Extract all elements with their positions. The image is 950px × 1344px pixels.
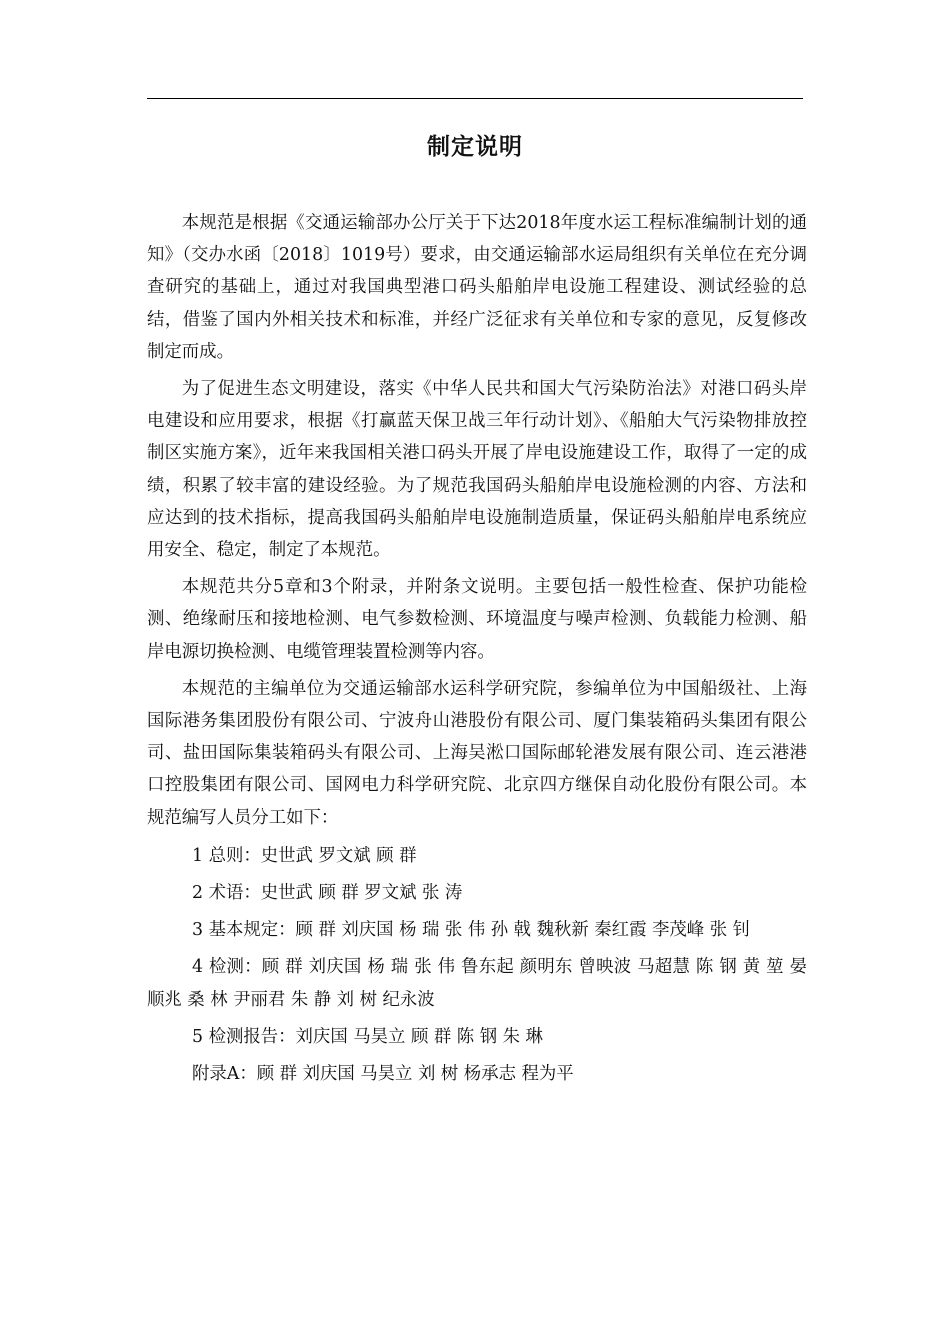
paragraph-editors: 本规范的主编单位为交通运输部水运科学研究院，参编单位为中国船级社、上海国际港务集团股份有限公司、宁波舟山港股份有限公司、厦门集装箱码头集团有限公司、盐田国际集装箱码头有限公司、上海吴淞口国际邮轮港发展有限公司、连云港港口控股集团有限公司、国网电力科学研究院、北京四方继保自动化股份有限公司。本规范编写人员分工如下：: [147, 678, 807, 828]
roster-item-terms: 2 术语：史世武 顾 群 罗文斌 张 涛: [192, 883, 463, 904]
document-body: [147, 207, 807, 1095]
roster-item-test-report: 5 检测报告：刘庆国 马昊立 顾 群 陈 钢 朱 琳: [192, 1026, 543, 1047]
author-roster: [147, 840, 807, 1090]
roster-item-general: 1 总则：史世武 罗文斌 顾 群: [192, 845, 417, 866]
header-rule: [147, 98, 803, 99]
roster-item-testing: 4 检测：顾 群 刘庆国 杨 瑞 张 伟 鲁东起 颜明东 曾映波 马超慧 陈 钢 黄 堃 晏顺兆 桑 林 尹丽君 朱 静 刘 树 纪永波: [147, 957, 807, 1010]
paragraph-scope: 本规范共分5章和3个附录，并附条文说明。主要包括一般性检查、保护功能检测、绝缘耐压和接地检测、电气参数检测、环境温度与噪声检测、负载能力检测、船岸电源切换检测、电缆管理装置检测等内容。: [147, 577, 807, 662]
page-title: 制定说明: [427, 134, 523, 160]
paragraph-background: 为了促进生态文明建设，落实《中华人民共和国大气污染防治法》对港口码头岸电建设和应用要求，根据《打赢蓝天保卫战三年行动计划》、《船舶大气污染物排放控制区实施方案》，近年来我国相关港口码头开展了岸电设施建设工作，取得了一定的成绩，积累了较丰富的建设经验。为了规范我国码头船舶岸电设施检测的内容、方法和应达到的技术指标，提高我国码头船舶岸电设施制造质量，保证码头船舶岸电系统应用安全、稳定，制定了本规范。: [147, 379, 807, 561]
roster-item-basic-rules: 3 基本规定：顾 群 刘庆国 杨 瑞 张 伟 孙 戟 魏秋新 秦红霞 李茂峰 张 钊: [192, 920, 751, 941]
paragraph-basis: 本规范是根据《交通运输部办公厅关于下达2018年度水运工程标准编制计划的通知》（交办水函〔2018〕1019号）要求，由交通运输部水运局组织有关单位在充分调查研究的基础上，通过对我国典型港口码头船舶岸电设施工程建设、测试经验的总结，借鉴了国内外相关技术和标准，并经广泛征求有关单位和专家的意见，反复修改制定而成。: [147, 213, 807, 362]
roster-item-appendix-a: 附录A：顾 群 刘庆国 马昊立 刘 树 杨承志 程为平: [192, 1064, 574, 1085]
